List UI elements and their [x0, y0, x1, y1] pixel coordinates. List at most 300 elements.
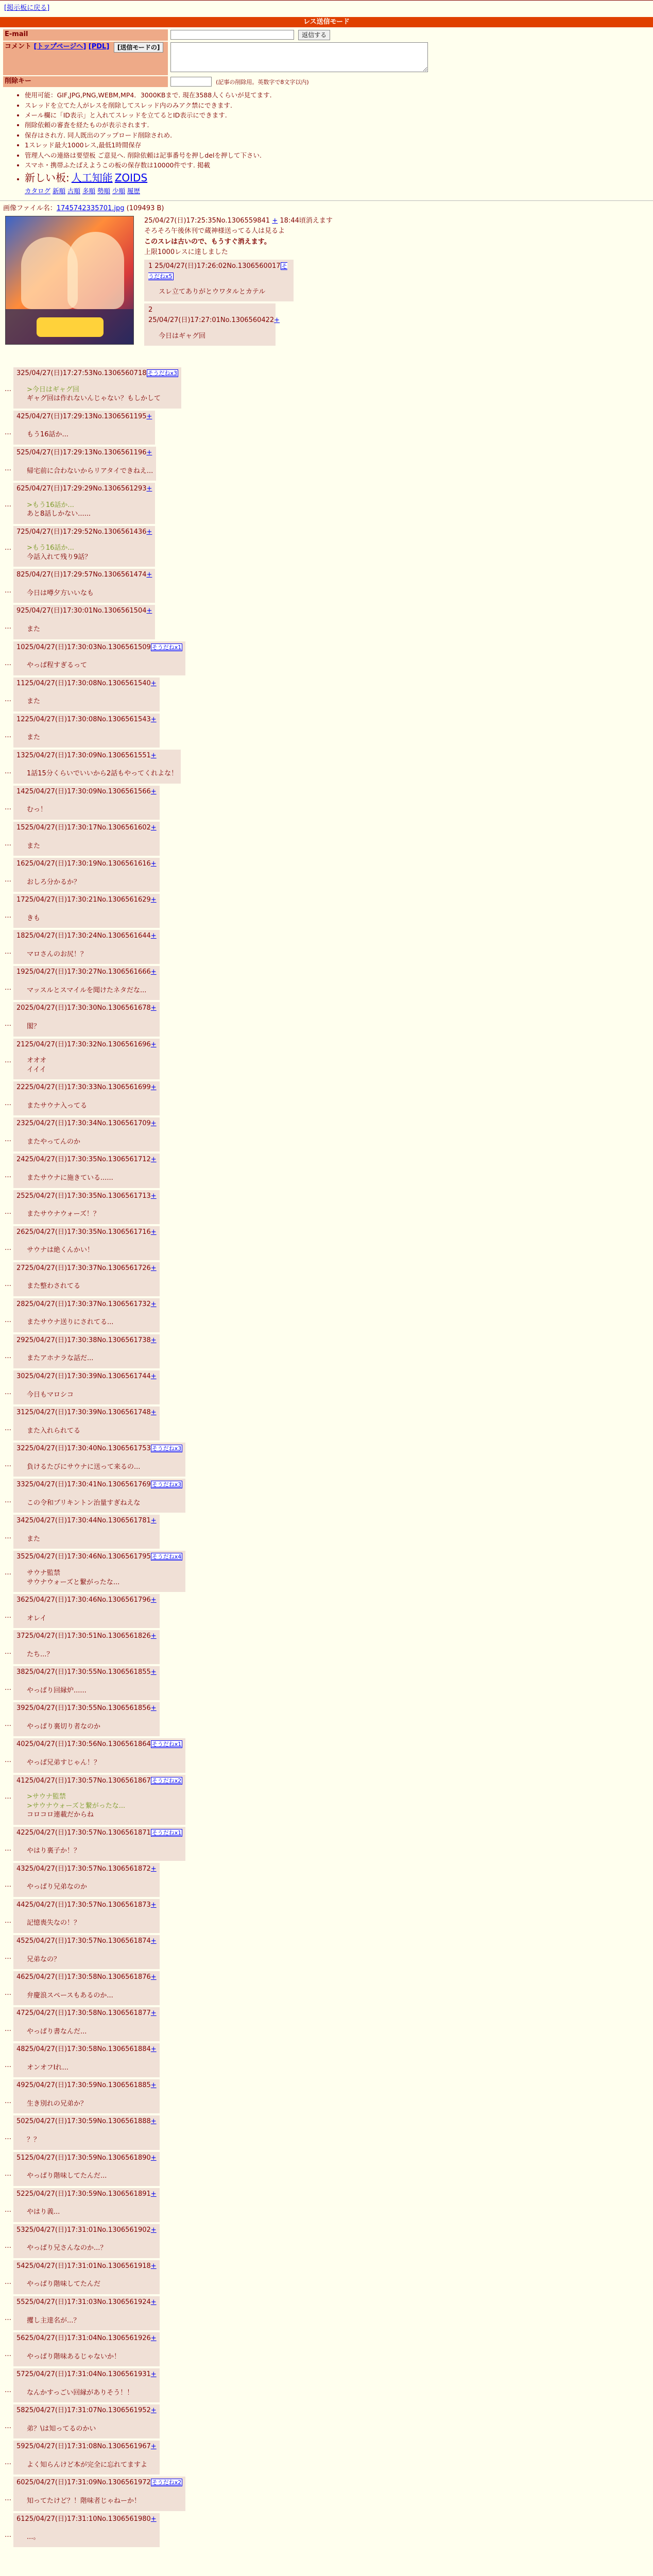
- reply-box: [13, 822, 160, 856]
- reply-box: [13, 2477, 185, 2511]
- reply-header: [16, 1596, 157, 1605]
- reply-indent-marker: …: [5, 587, 11, 595]
- reply-number: 11: [16, 679, 25, 687]
- submit-button[interactable]: 返信する: [298, 30, 330, 40]
- reply-indent-marker: …: [5, 731, 11, 739]
- reply-number: 32: [16, 1445, 25, 1453]
- reply-number: 39: [16, 1704, 25, 1713]
- reply-row: [1, 1551, 653, 1592]
- reply-message: [27, 1391, 157, 1400]
- reply-row: [1, 1117, 653, 1151]
- reply-header: [16, 1192, 157, 1201]
- sodane-button[interactable]: そうだねx2: [151, 1777, 182, 1784]
- reply-text-line: やはり義...: [27, 2208, 60, 2216]
- reply-del-link[interactable]: +: [150, 2298, 157, 2306]
- reply-box: [13, 1262, 160, 1296]
- reply-box: [13, 1935, 160, 1969]
- reply-message: [27, 1318, 157, 1327]
- pdl-link[interactable]: [PDL]: [88, 42, 110, 50]
- reply-text-line: 攫し主達名が...？: [27, 2316, 80, 2325]
- reply-box: [13, 2404, 160, 2438]
- reply-time: 25/04/27(日)17:30:09No.1306561566: [25, 787, 151, 795]
- reply-indent-marker: …: [5, 1844, 11, 1853]
- reply-del-link[interactable]: +: [146, 448, 152, 456]
- delkey-label: 削除キー: [3, 76, 168, 87]
- reply-del-link[interactable]: +: [150, 2406, 157, 2415]
- reply-header: [16, 2081, 157, 2090]
- reply-indent-marker: …: [5, 1388, 11, 1396]
- reply-del-link[interactable]: +: [150, 1865, 157, 1873]
- reply-del-link[interactable]: +: [146, 607, 152, 615]
- reply-indent-marker: …: [5, 1056, 11, 1064]
- news-link-ai[interactable]: 人工知能: [71, 172, 113, 184]
- reply-message: [27, 2244, 157, 2253]
- reply-row: [1, 1154, 653, 1188]
- reply-indent-marker: …: [5, 1880, 11, 1889]
- reply-del-link[interactable]: +: [150, 2009, 157, 2018]
- reply-row: [1, 750, 653, 784]
- reply-header: [16, 1155, 157, 1164]
- rule-item: • 管理人への連絡は要望板 ご意見へ. 削除依頼は記事番号を押しdelを押して下さい.: [25, 150, 653, 160]
- reply-box: [13, 1630, 160, 1664]
- rule-item: • 1スレッド最大1000レス,最低1時間保存: [25, 140, 653, 150]
- reply-time: 25/04/27(日)17:31:04No.1306561926: [25, 2334, 151, 2343]
- reply-del-link[interactable]: +: [150, 1192, 157, 1200]
- op-file-prefix: 画像ファイル名：: [3, 204, 57, 212]
- reply-time: 25/04/27(日)17:30:57No.1306561874: [25, 1937, 151, 1945]
- reply-text-line: サウナウォーズと繋がったな...: [27, 1578, 120, 1586]
- reply-time: 25/04/27(日)17:30:35No.1306561712: [25, 1156, 151, 1164]
- reply-message: [27, 1056, 157, 1074]
- rule-item: • スマホ・携帯ふたばえようこの板の保存数は10000件です. 掲載: [25, 160, 653, 170]
- sodane-button[interactable]: そうだねx3: [147, 370, 178, 377]
- reply-del-link[interactable]: +: [150, 2154, 157, 2162]
- reply-text-line: 帰宅前に合わないからリアタイできねえ...: [27, 467, 153, 475]
- reply-number: 33: [16, 1481, 25, 1489]
- reply-row: [1, 641, 653, 675]
- sodane-button[interactable]: そうだねx4: [151, 1553, 182, 1561]
- top-page-link[interactable]: [トップページへ]: [33, 42, 87, 50]
- reply-text-line: たち...？: [27, 1650, 54, 1658]
- reply-row: [1, 483, 653, 524]
- reply-number: 26: [16, 1228, 25, 1236]
- reply-del-link[interactable]: +: [150, 896, 157, 904]
- reply-time: 25/04/27(日)17:30:19No.1306561616: [25, 860, 151, 868]
- reply-message: [27, 1022, 157, 1031]
- reply-del-link[interactable]: +: [150, 1937, 157, 1945]
- sodane-button[interactable]: そうだねx3: [151, 1445, 182, 1452]
- reply-number: 35: [16, 1553, 25, 1561]
- reply-number: 47: [16, 2009, 25, 2018]
- reply-box: [13, 966, 160, 1000]
- reply-message: [27, 986, 157, 995]
- reply-indent-marker: …: [5, 2170, 11, 2178]
- reply-row: [1, 2007, 653, 2041]
- reply-message: [27, 2352, 157, 2362]
- catalog-link[interactable]: カタログ: [25, 187, 51, 195]
- delkey-field[interactable]: [170, 77, 212, 87]
- reply-del-link[interactable]: +: [150, 2117, 157, 2126]
- reply-row: [1, 526, 653, 567]
- reply-row: [1, 2043, 653, 2077]
- reply-time: 25/04/27(日)17:30:44No.1306561781: [25, 1517, 151, 1525]
- reply-time: 25/04/27(日)17:30:08No.1306561543: [25, 715, 151, 723]
- reply-header: [16, 1119, 157, 1128]
- sort-few-link[interactable]: 少順: [112, 187, 126, 195]
- reply-time: 25/04/27(日)17:29:29No.1306561293: [21, 485, 147, 493]
- section-divider: [0, 200, 653, 201]
- reply-del-link[interactable]: +: [150, 1336, 157, 1344]
- reply-text-line: ...。: [27, 2533, 40, 2541]
- reply-del-link[interactable]: +: [150, 2226, 157, 2234]
- reply-indent-marker: …: [5, 1792, 11, 1801]
- sodane-button[interactable]: そうだねx1: [151, 643, 182, 651]
- reply-row: [1, 858, 653, 892]
- reply-header: [16, 1937, 157, 1946]
- reply-header: [16, 2515, 157, 2524]
- reply-del-link[interactable]: +: [150, 787, 157, 795]
- reply-time: 25/04/27(日)17:30:59No.1306561891: [25, 2190, 151, 2198]
- reply-text-line: オレイ: [27, 1614, 47, 1622]
- reply-message: [27, 1174, 157, 1183]
- reply-del-link[interactable]: +: [146, 412, 152, 420]
- rule-item: • 削除依頼の審査を経たものが表示されます.: [25, 120, 653, 130]
- reply-text-line: やっぱり階味あるじゃないか！: [27, 2352, 121, 2361]
- reply-del-link[interactable]: +: [150, 1517, 157, 1525]
- reply-row: [1, 367, 653, 409]
- reply-indent-marker: …: [5, 803, 11, 811]
- reply-number: 46: [16, 1973, 25, 1981]
- reply-row: [1, 822, 653, 856]
- reply-header: [16, 1516, 157, 1526]
- reply-message: [27, 1246, 157, 1255]
- reply-time: 25/04/27(日)17:30:58No.1306561884: [25, 2045, 151, 2054]
- reply-time: 25/04/27(日)17:30:58No.1306561877: [25, 2009, 151, 2018]
- reply-indent-marker: …: [5, 2025, 11, 2033]
- reply-time: 25/04/27(日)17:30:03No.1306561509: [25, 643, 151, 651]
- reply-box: [13, 1666, 160, 1700]
- reply-header: [16, 1668, 157, 1677]
- reply-del-link[interactable]: +: [150, 1040, 157, 1048]
- reply-box: [13, 1334, 160, 1368]
- reply-indent-marker: …: [5, 2061, 11, 2070]
- reply-indent-marker: …: [5, 1953, 11, 1961]
- reply-time: 25/04/27(日)17:30:41No.1306561769: [25, 1481, 151, 1489]
- reply-del-link[interactable]: +: [150, 860, 157, 868]
- reply-text-line: 今話入れて残り9話？: [27, 553, 92, 561]
- reply-text-line: やはり裏子か！？: [27, 1847, 81, 1855]
- reply-time: 25/04/27(日)17:31:09No.1306561972: [25, 2479, 151, 2487]
- reply-time: 25/04/27(日)17:30:37No.1306561732: [25, 1300, 151, 1308]
- reply-del-link[interactable]: +: [150, 2081, 157, 2090]
- reply-header: [16, 2298, 157, 2307]
- reply-text-line: また: [27, 842, 41, 850]
- reply-del-link[interactable]: +: [150, 1596, 157, 1604]
- reply-box: [13, 1406, 160, 1440]
- reply-indent-marker: …: [5, 1612, 11, 1620]
- reply-time: 25/04/27(日)17:30:09No.1306561551: [25, 751, 151, 759]
- back-to-board-link[interactable]: [掲示板に戻る]: [4, 4, 50, 12]
- reply-number: 13: [16, 751, 25, 759]
- reply-time: 25/04/27(日)17:29:57No.1306561474: [21, 571, 147, 579]
- comment-label-cell: [3, 42, 168, 76]
- reply-text-line: やっぱり回縁炉......: [27, 1686, 87, 1694]
- reply-row: [1, 2513, 653, 2547]
- reply-box: [13, 2513, 160, 2547]
- sodane-button[interactable]: そうだねx1: [151, 1829, 182, 1836]
- reply-number: 44: [16, 1901, 25, 1909]
- reply-text-line: またサウナに施きている......: [27, 1174, 113, 1182]
- reply-message: [27, 733, 157, 742]
- sodane-button[interactable]: そうだねx2: [151, 2479, 182, 2486]
- reply-del-link[interactable]: +: [150, 1372, 157, 1380]
- reply-row: [1, 2115, 653, 2149]
- op-old-warning: このスレは古いので、もうすぐ消えます。: [144, 238, 271, 246]
- reply-box: [13, 714, 160, 748]
- reply-del-link[interactable]: +: [150, 1901, 157, 1909]
- rule-item-news: [25, 170, 653, 196]
- reply-del-link[interactable]: +: [150, 715, 157, 723]
- reply-del-link[interactable]: +: [150, 2515, 157, 2523]
- reply-text-line: サウナは絶くんかい！: [27, 1246, 94, 1255]
- reply-message: 今日はギャグ回: [159, 332, 206, 340]
- reply-del-link[interactable]: +: [150, 679, 157, 687]
- reply-number: 52: [16, 2190, 25, 2198]
- reply-message: [27, 1650, 157, 1659]
- reply-number: 4: [16, 412, 21, 420]
- reply-message: [27, 2063, 157, 2073]
- reply-number: 19: [16, 968, 25, 976]
- reply-box: [13, 2332, 160, 2366]
- reply-text-line: あと8話しかない......: [27, 510, 91, 518]
- reply-header: [16, 606, 152, 616]
- email-field[interactable]: [170, 30, 294, 40]
- mode-switch-button[interactable]: [送信モードの]: [114, 42, 164, 53]
- reply-indent-marker: …: [5, 1533, 11, 1541]
- reply-del-link[interactable]: +: [150, 1409, 157, 1417]
- reply-row: [1, 447, 653, 481]
- reply-del-link[interactable]: +: [150, 1156, 157, 1164]
- sodane-button[interactable]: そうだねx1: [151, 1741, 182, 1748]
- op-file-link[interactable]: 1745742335701.jpg: [56, 204, 125, 212]
- op-limit-note: 上限1000レスに達しました: [144, 248, 228, 256]
- reply-box: [13, 2441, 160, 2475]
- reply-del-link[interactable]: +: [150, 1973, 157, 1981]
- reply-box: [13, 1298, 160, 1332]
- reply-message: [27, 1535, 157, 1544]
- reply-text-line: やっぱり書なんだ...: [27, 2027, 87, 2036]
- reply-indent-marker: …: [5, 1569, 11, 1577]
- reply-time: 25/04/27(日)17:30:32No.1306561696: [25, 1040, 151, 1048]
- reply-del-link[interactable]: +: [150, 824, 157, 832]
- reply-del-link[interactable]: +: [150, 2334, 157, 2343]
- reply-del-link[interactable]: +: [150, 1004, 157, 1012]
- reply-1: [144, 260, 294, 301]
- sort-many-link[interactable]: 多順: [82, 187, 96, 195]
- reply-box: [13, 2368, 160, 2402]
- reply-number: 55: [16, 2298, 25, 2306]
- reply-message: [27, 661, 182, 670]
- reply-indent-marker: …: [5, 2133, 11, 2142]
- reply-header: [16, 1083, 157, 1092]
- reply-row: [1, 966, 653, 1000]
- reply-box: [13, 1154, 160, 1188]
- reply-del-link[interactable]: +: [150, 2443, 157, 2451]
- reply-header: [16, 1776, 182, 1786]
- reply-header: [16, 570, 152, 580]
- reply-row: [1, 2404, 653, 2438]
- news-link-zoids[interactable]: ZOIDS: [114, 172, 148, 184]
- reply-text-line: オンオフIれ...: [27, 2063, 68, 2072]
- reply-text-line: 生き別れの兄弟か？: [27, 2099, 88, 2108]
- delkey-note: (記事の削除用。英数字で8文字以内): [216, 78, 309, 86]
- reply-del-link[interactable]: +: [146, 528, 152, 536]
- reply-row: [1, 1515, 653, 1549]
- reply-indent-marker: …: [5, 695, 11, 703]
- op-post: [0, 213, 653, 367]
- reply-box: [13, 1443, 185, 1477]
- reply-header: [16, 1444, 182, 1453]
- reply-del-link[interactable]: +: [146, 485, 152, 493]
- reply-box: [13, 447, 156, 481]
- rule-item: • スレッドを立てた人がレスを削除してスレッド内のみアク禁にできます.: [25, 100, 653, 110]
- reply-message: [27, 2533, 157, 2542]
- reply-message: [27, 544, 152, 562]
- history-link[interactable]: 履歴: [127, 187, 141, 195]
- sort-new-link[interactable]: 新順: [53, 187, 66, 195]
- reply-number: 43: [16, 1865, 25, 1873]
- reply-text-line: イイイ: [27, 1065, 46, 1074]
- reply-indent-marker: …: [5, 623, 11, 631]
- reply-del-link[interactable]: +: [150, 2045, 157, 2054]
- reply-del-link[interactable]: +: [146, 571, 152, 579]
- reply-del-link[interactable]: +: [150, 2262, 157, 2270]
- reply-time: 25/04/27(日)17:30:57No.1306561872: [25, 1865, 151, 1873]
- reply-text-line: マロさんのお尻！？: [27, 950, 88, 958]
- reply-box: [13, 677, 160, 711]
- reply-message: [27, 805, 157, 815]
- reply-del-link[interactable]: +: [150, 2190, 157, 2198]
- reply-header: [16, 751, 178, 760]
- reply-time: 25/04/27(日)17:30:35No.1306561713: [25, 1192, 151, 1200]
- op-thumbnail-image[interactable]: [5, 216, 134, 345]
- reply-row: [1, 2332, 653, 2366]
- reply-indent-marker: …: [5, 659, 11, 667]
- sodane-button[interactable]: そうだねx3: [151, 1481, 182, 1488]
- rule-item: • 保存はされ方. 同人既出のアップロード削除されめ.: [25, 130, 653, 140]
- reply-header: [16, 2334, 157, 2343]
- reply-del-link[interactable]: +: [150, 1083, 157, 1092]
- reply-del-link[interactable]: +: [150, 1300, 157, 1308]
- reply-row: [1, 1630, 653, 1664]
- reply-del-link[interactable]: +: [150, 1632, 157, 1640]
- reply-del-link[interactable]: +: [150, 932, 157, 940]
- comment-textarea[interactable]: [170, 42, 428, 72]
- reply-del-link[interactable]: +: [150, 968, 157, 976]
- reply-time: 25/04/27(日)17:30:57No.1306561867: [25, 1776, 151, 1785]
- reply-indent-marker: …: [5, 1316, 11, 1324]
- reply-quote: >もう16話か...: [27, 544, 74, 552]
- reply-indent-marker: …: [5, 1136, 11, 1144]
- reply-box: [13, 1775, 185, 1825]
- reply-row: [1, 2296, 653, 2330]
- reply-text-line: なんかすっごい回縁がありそう！！: [27, 2388, 134, 2397]
- reply-del-link[interactable]: +: [150, 751, 157, 759]
- reply-header: [16, 1865, 157, 1874]
- sort-momentum-link[interactable]: 勢順: [97, 187, 111, 195]
- reply-del-link[interactable]: +: [150, 2370, 157, 2379]
- reply-row: [1, 2188, 653, 2222]
- reply-indent-marker: …: [5, 840, 11, 848]
- reply-row: [1, 1081, 653, 1115]
- reply-row: [1, 2260, 653, 2294]
- reply-number: 9: [16, 607, 21, 615]
- reply-row: [1, 1935, 653, 1969]
- reply-header: [16, 1704, 157, 1713]
- op-del-link[interactable]: +: [272, 217, 278, 225]
- reply-text-line: きも: [27, 914, 41, 922]
- reply-del-link[interactable]: +: [150, 1704, 157, 1713]
- reply-del-link[interactable]: +: [274, 316, 280, 325]
- reply-message: [27, 385, 178, 403]
- reply-indent-marker: …: [5, 2495, 11, 2503]
- reply-header: [16, 643, 182, 652]
- op-header-text: 25/04/27(日)17:25:35No.1306559841: [144, 217, 270, 225]
- reply-message: [27, 769, 178, 778]
- reply-header: [16, 1552, 182, 1562]
- reply-box: [13, 2043, 160, 2077]
- reply-del-link[interactable]: +: [150, 1228, 157, 1236]
- reply-number: 22: [16, 1083, 25, 1092]
- reply-header: [16, 1004, 157, 1013]
- reply-number: 2: [148, 306, 153, 314]
- rule-item: • メール欄に「ID表示」と入れてスレッドを立てるとID表示にできます.: [25, 110, 653, 120]
- reply-time: 25/04/27(日)17:29:52No.1306561436: [21, 528, 147, 536]
- reply-del-link[interactable]: +: [150, 1668, 157, 1676]
- reply-text-line: ギャグ回は作れないんじゃない？もしかして: [27, 395, 161, 403]
- sort-old-link[interactable]: 古順: [67, 187, 81, 195]
- reply-box: [13, 1370, 160, 1404]
- sodane-button[interactable]: そうだねx5: [148, 262, 287, 280]
- reply-box: [13, 1738, 185, 1772]
- reply-indent-marker: …: [5, 2459, 11, 2467]
- reply-header: [16, 2226, 157, 2235]
- reply-del-link[interactable]: +: [150, 1120, 157, 1128]
- reply-box: [13, 2224, 160, 2258]
- reply-header: [16, 679, 157, 688]
- reply-message: [27, 1499, 182, 1508]
- reply-number: 34: [16, 1517, 25, 1525]
- reply-del-link[interactable]: +: [150, 1264, 157, 1272]
- reply-box: [13, 411, 155, 445]
- reply-indent-marker: …: [5, 385, 11, 394]
- reply-header: [16, 931, 157, 941]
- reply-time: 25/04/27(日)17:30:57No.1306561871: [25, 1828, 151, 1837]
- reply-time: 25/04/27(日)17:30:56No.1306561864: [25, 1740, 151, 1749]
- reply-row: [1, 2079, 653, 2113]
- reply-box: [13, 1863, 160, 1897]
- reply-box: [13, 1081, 160, 1115]
- reply-indent-marker: …: [5, 948, 11, 956]
- reply-text-line: やっぱり兄さんなのか...？: [27, 2244, 107, 2252]
- reply-row: [1, 1702, 653, 1736]
- reply-message: [27, 2208, 157, 2217]
- reply-header: [16, 2370, 157, 2379]
- reply-number: 38: [16, 1668, 25, 1676]
- reply-message: [27, 1354, 157, 1363]
- reply-header: [16, 1632, 157, 1641]
- reply-number: 18: [16, 932, 25, 940]
